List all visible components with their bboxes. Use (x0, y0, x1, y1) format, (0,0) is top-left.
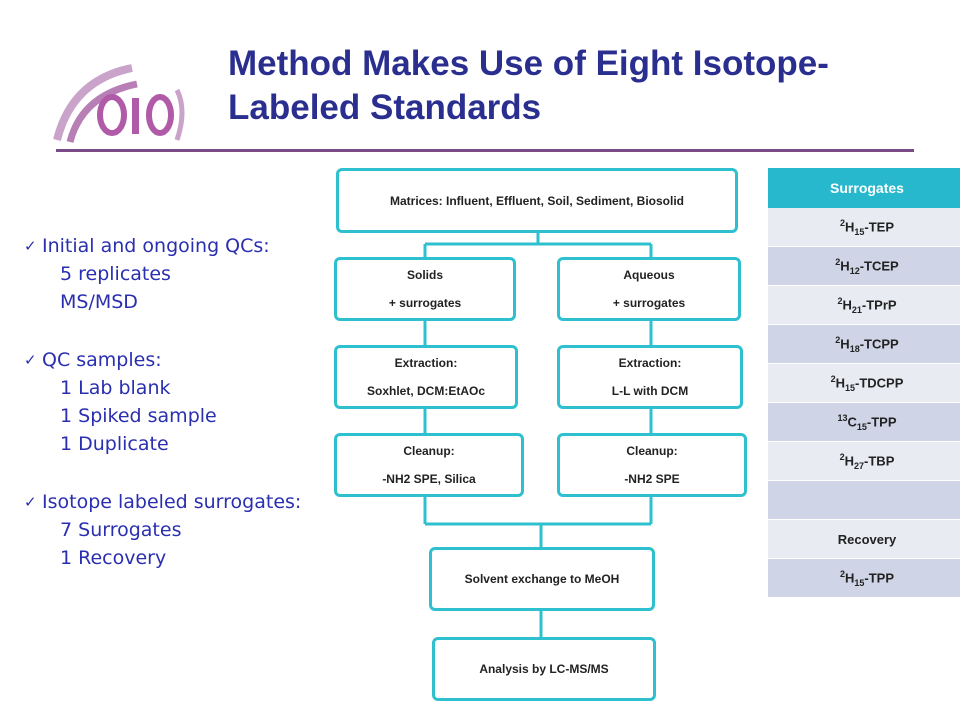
table-row: $^{13}C_{15}$-TPP (768, 403, 960, 442)
box-text: -NH2 SPE (624, 472, 680, 486)
table-row: $^2H_{12}$-TCEP (768, 247, 960, 286)
bullet-subitem: 1 Duplicate (60, 433, 169, 455)
check-icon: ✓ (24, 237, 37, 255)
bullet-label: Initial and ongoing QCs: (42, 235, 270, 257)
table-row: $^2H_{15}$-TDCPP (768, 364, 960, 403)
flow-box-solvent-exchange (429, 547, 655, 611)
flow-box-extraction-left (334, 345, 518, 409)
table-row: $^2H_{15}$-TEP (768, 208, 960, 247)
box-text: Extraction: (394, 356, 458, 370)
flow-box-matrices (336, 168, 738, 233)
bullet-subitem: 5 replicates (60, 263, 171, 285)
box-text: -NH2 SPE, Silica (382, 472, 476, 486)
bullet-subitem: 1 Spiked sample (60, 405, 217, 427)
table-row-recovery-label: Recovery (768, 520, 960, 559)
box-text: + surrogates (388, 296, 462, 310)
box-text: Solvent exchange to MeOH (464, 572, 620, 586)
box-text: + surrogates (612, 296, 686, 310)
table-row: $^2H_{21}$-TPrP (768, 286, 960, 325)
table-row (768, 481, 960, 520)
box-text: Cleanup: (626, 444, 678, 458)
box-text: Extraction: (618, 356, 682, 370)
bullet-subitem: 7 Surrogates (60, 519, 182, 541)
flow-box-solids (334, 257, 516, 321)
table-row: $^2H_{15}$-TPP (768, 559, 960, 598)
box-text: L-L with DCM (611, 384, 689, 398)
flow-box-cleanup-left (334, 433, 524, 497)
check-icon: ✓ (24, 351, 37, 369)
check-icon: ✓ (24, 493, 37, 511)
flow-box-analysis (432, 637, 656, 701)
box-text: Soxhlet, DCM:EtAOc (366, 384, 485, 398)
table-header: Surrogates (768, 168, 960, 208)
surrogates-table (768, 168, 960, 598)
bullet-label: Isotope labeled surrogates: (42, 491, 302, 513)
bullet-subitem: 1 Lab blank (60, 377, 171, 399)
table-row: $^2H_{18}$-TCPP (768, 325, 960, 364)
box-text: Cleanup: (403, 444, 455, 458)
flow-box-aqueous (557, 257, 741, 321)
box-text: Analysis by LC-MS/MS (479, 662, 609, 676)
page-title: Method Makes Use of Eight Isotope-Labeled Standards (228, 44, 829, 127)
box-text: Matrices: Influent, Effluent, Soil, Sediment, Biosolid (389, 193, 685, 208)
table-row: $^2H_{27}$-TBP (768, 442, 960, 481)
box-text: Aqueous (623, 268, 675, 282)
flow-box-cleanup-right (557, 433, 747, 497)
flow-box-extraction-right (557, 345, 743, 409)
bullet-subitem: MS/MSD (60, 291, 138, 313)
bullet-label: QC samples: (42, 349, 162, 371)
box-text: Solids (406, 268, 443, 282)
bullet-subitem: 1 Recovery (60, 547, 167, 569)
